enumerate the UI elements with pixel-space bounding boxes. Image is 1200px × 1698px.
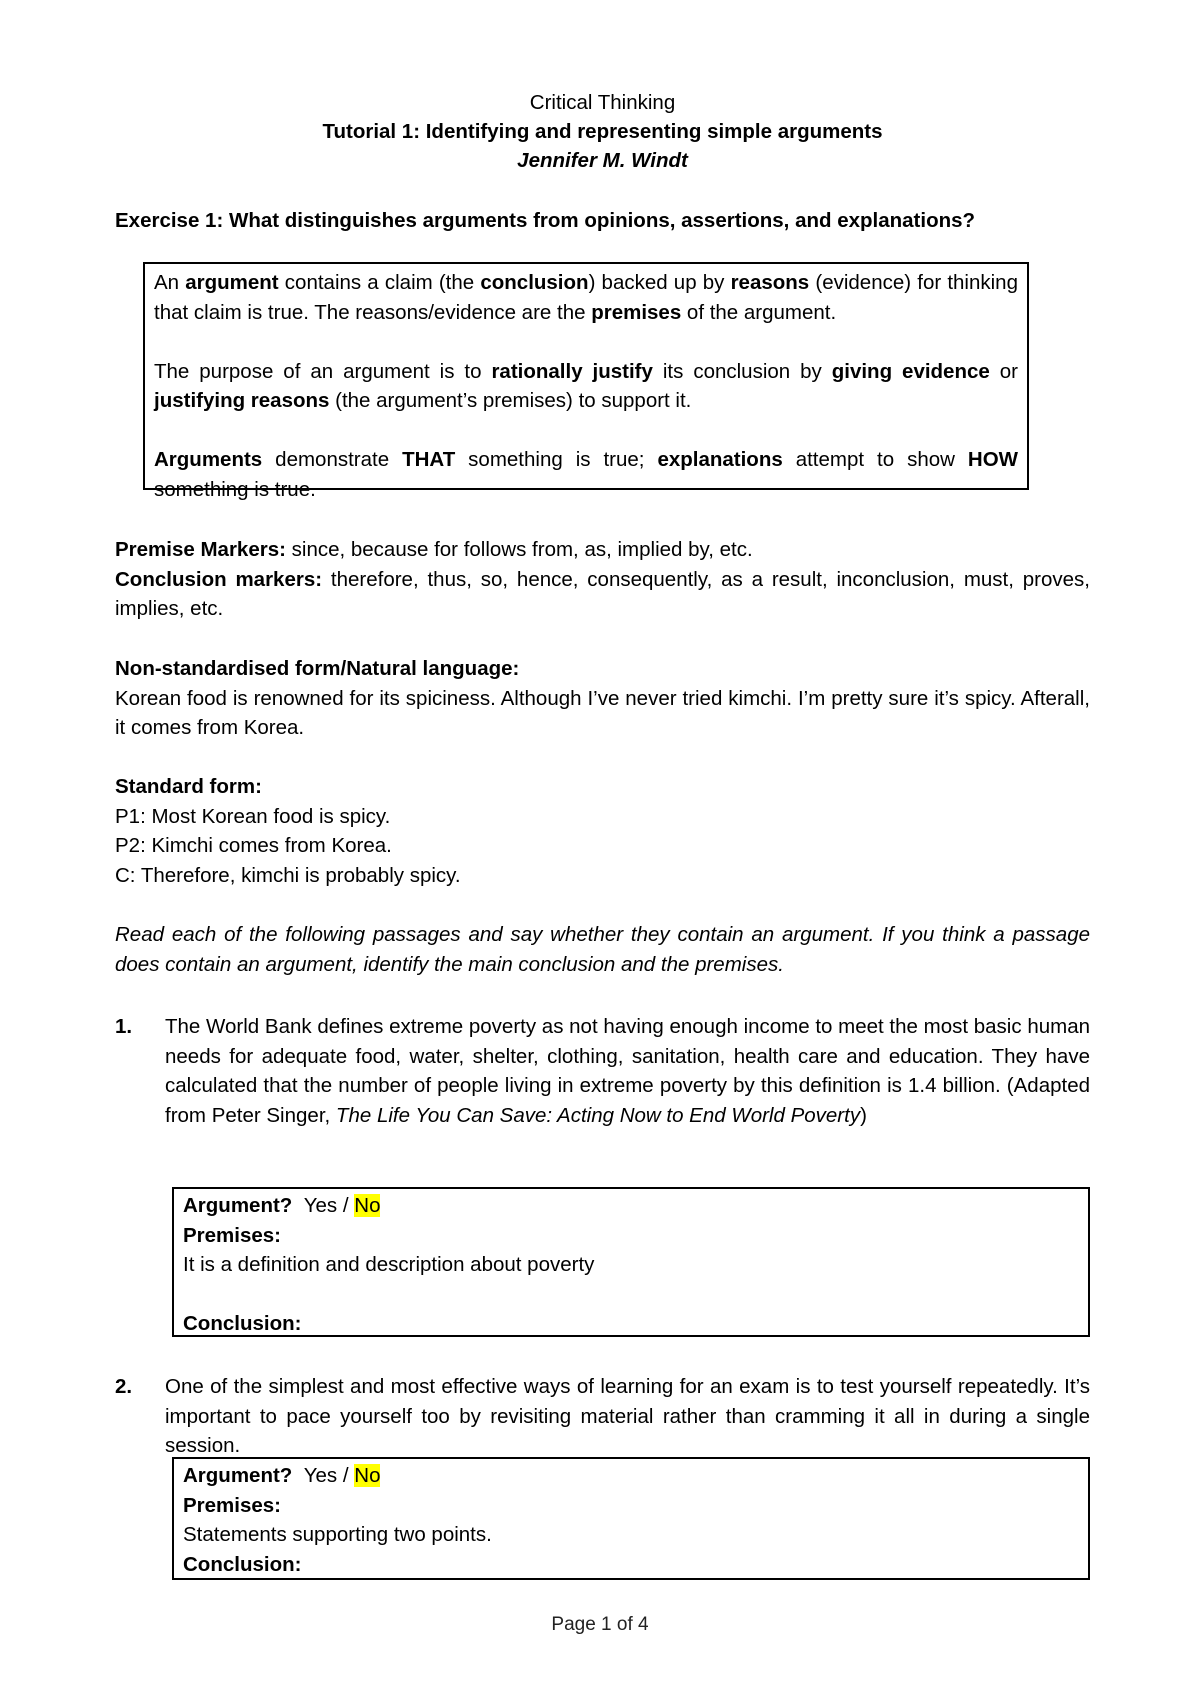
argument-label: Argument? <box>183 1464 293 1487</box>
item-number: 2. <box>115 1375 133 1398</box>
yes-option: Yes / <box>303 1194 355 1217</box>
yes-option: Yes / <box>303 1464 355 1487</box>
instructions: Read each of the following passages and say whether they contain an argument. If you think a passage does contain an argument, identify the main conclusion and the premises. <box>115 923 1090 976</box>
author-name: Jennifer M. Windt <box>517 149 688 172</box>
conclusion-markers: Conclusion markers: therefore, thus, so, hence, consequently, as a result, inconclusion, must, proves, implies, etc. <box>115 567 1090 620</box>
item-number: 1. <box>115 1015 133 1038</box>
premises-answer: Statements supporting two points. <box>183 1523 492 1546</box>
exercise-heading: Exercise 1: What distinguishes arguments from opinions, assertions, and explanations? <box>115 209 976 232</box>
no-option-highlighted: No <box>354 1194 381 1217</box>
tutorial-title: Tutorial 1: Identifying and representing simple arguments <box>322 120 883 143</box>
premises-label: Premises: <box>183 1493 282 1517</box>
premise-2: P2: Kimchi comes from Korea. <box>115 834 392 857</box>
item-passage: The World Bank defines extreme poverty as not having enough income to meet the most basic human needs for adequate food, water, shelter, clothing, sanitation, health care and education. They have calculated that the number of people living in extreme poverty by this definition is 1.4 billion. (Adapted from Peter Singer, The Life You Can Save: Acting Now to End World Poverty) <box>165 1015 1090 1127</box>
standard-form-section <box>115 772 1090 890</box>
conclusion-label: Conclusion: <box>183 1312 302 1335</box>
standard-form-label: Standard form: <box>115 775 262 798</box>
premises-answer: It is a definition and description about poverty <box>183 1253 595 1276</box>
arguments-vs-explanations-paragraph: Arguments demonstrate THAT something is true; explanations attempt to show HOW something is true. <box>154 448 1018 501</box>
non-standard-label: Non-standardised form/Natural language: <box>115 657 520 680</box>
purpose-paragraph: The purpose of an argument is to rationally justify its conclusion by giving evidence or justifying reasons (the argument’s premises) to support it. <box>154 359 1018 412</box>
premise-markers: Premise Markers: since, because for follows from, as, implied by, etc. <box>115 538 753 561</box>
premise-1: P1: Most Korean food is spicy. <box>115 804 391 828</box>
non-standard-text: Korean food is renowned for its spiciness. Although I’ve never tried kimchi. I’m pretty sure it’s spicy. Afterall, it comes from Korea. <box>115 686 1090 739</box>
definition-paragraph: An argument contains a claim (the conclusion) backed up by reasons (evidence) for thinking that claim is true. The reasons/evidence are the premises of the argument. <box>154 271 1018 324</box>
page-number: Page 1 of 4 <box>551 1614 649 1635</box>
course-title: Critical Thinking <box>529 91 676 114</box>
item-passage: One of the simplest and most effective ways of learning for an exam is to test yourself repeatedly. It’s important to pace yourself too by revisiting material rather than cramming it all in during a single session. <box>165 1375 1090 1457</box>
conclusion-label: Conclusion: <box>183 1552 302 1576</box>
definition-box <box>143 262 1029 501</box>
no-option-highlighted: No <box>354 1464 381 1487</box>
markers-section <box>115 535 1090 624</box>
answer-box[interactable] <box>172 1457 1090 1580</box>
premises-label: Premises: <box>183 1223 282 1247</box>
non-standard-section <box>115 654 1090 743</box>
answer-box[interactable] <box>172 1187 1090 1337</box>
argument-label: Argument? <box>183 1194 293 1217</box>
conclusion-line: C: Therefore, kimchi is probably spicy. <box>115 863 461 887</box>
